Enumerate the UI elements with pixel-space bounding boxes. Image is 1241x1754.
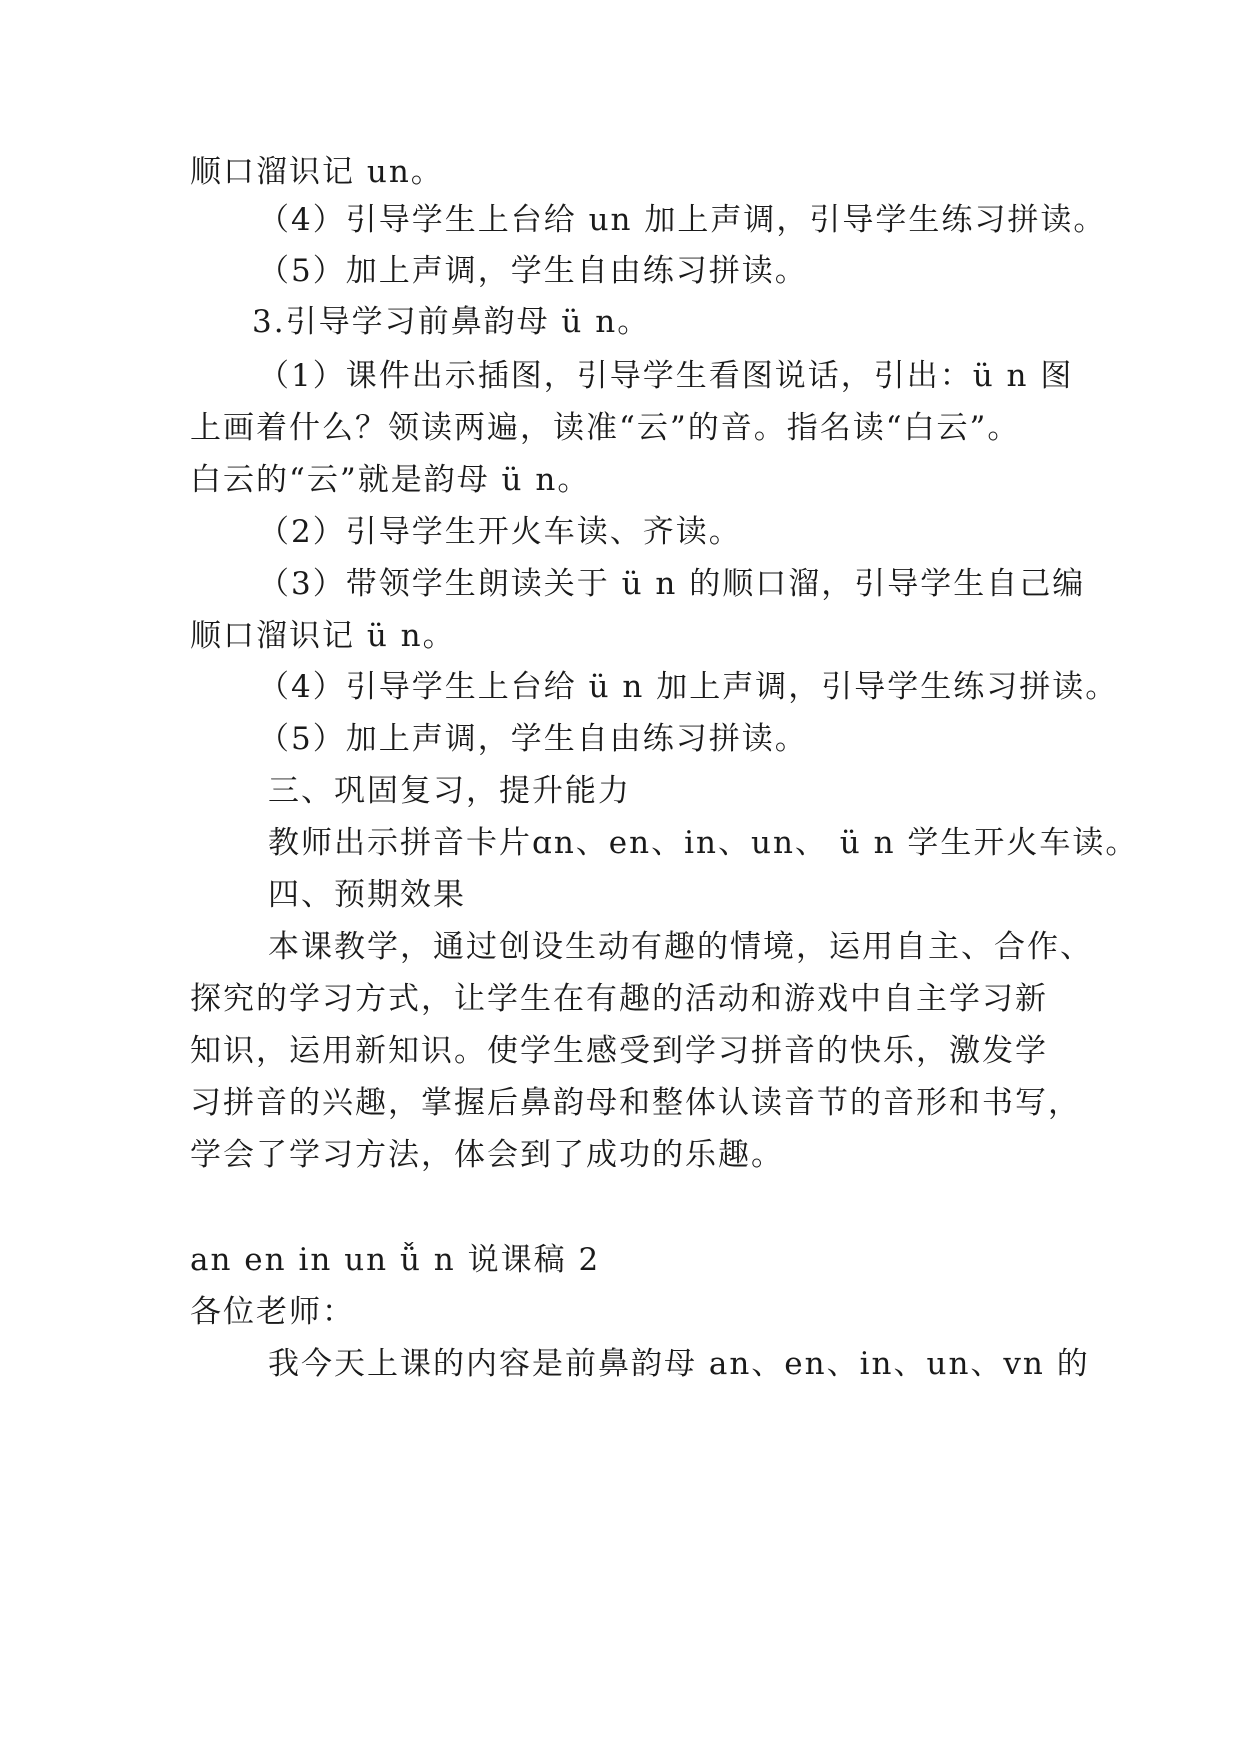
text-line: 白云的“云”就是韵母 ü n。 <box>190 462 591 498</box>
text-line: （5）加上声调，学生自由练习拼读。 <box>258 253 808 289</box>
salutation: 各位老师： <box>190 1294 355 1330</box>
section-heading: 四、预期效果 <box>268 877 466 913</box>
text-line: 顺口溜识记 un。 <box>190 154 444 190</box>
text-line: 探究的学习方式，让学生在有趣的活动和游戏中自主学习新 <box>190 981 1048 1017</box>
text-line: 我今天上课的内容是前鼻韵母 an、en、in、un、vn 的 <box>268 1346 1090 1382</box>
section-heading: 三、巩固复习，提升能力 <box>268 773 631 809</box>
text-line: （1）课件出示插图，引导学生看图说话，引出：ü n 图 <box>258 358 1074 394</box>
document-title: an en in un ǚ n 说课稿 2 <box>190 1242 601 1278</box>
text-line: （4）引导学生上台给 ü n 加上声调，引导学生练习拼读。 <box>258 669 1119 705</box>
text-line: 3.引导学习前鼻韵母 ü n。 <box>252 304 651 340</box>
text-line: 上画着什么？领读两遍，读准“云”的音。指名读“白云”。 <box>190 410 1021 446</box>
text-line: 学会了学习方法，体会到了成功的乐趣。 <box>190 1137 784 1173</box>
text-line: （5）加上声调，学生自由练习拼读。 <box>258 721 808 757</box>
text-line: 习拼音的兴趣，掌握后鼻韵母和整体认读音节的音形和书写， <box>190 1085 1081 1121</box>
text-line: 顺口溜识记 ü n。 <box>190 618 456 654</box>
text-line: 教师出示拼音卡片ɑn、en、in、un、 ü n 学生开火车读。 <box>268 825 1139 861</box>
text-line: 知识，运用新知识。使学生感受到学习拼音的快乐，激发学 <box>190 1033 1048 1069</box>
text-line: （4）引导学生上台给 un 加上声调，引导学生练习拼读。 <box>258 202 1107 238</box>
text-line: 本课教学，通过创设生动有趣的情境，运用自主、合作、 <box>268 929 1093 965</box>
text-line: （3）带领学生朗读关于 ü n 的顺口溜，引导学生自己编 <box>258 566 1086 602</box>
text-line: （2）引导学生开火车读、齐读。 <box>258 514 742 550</box>
